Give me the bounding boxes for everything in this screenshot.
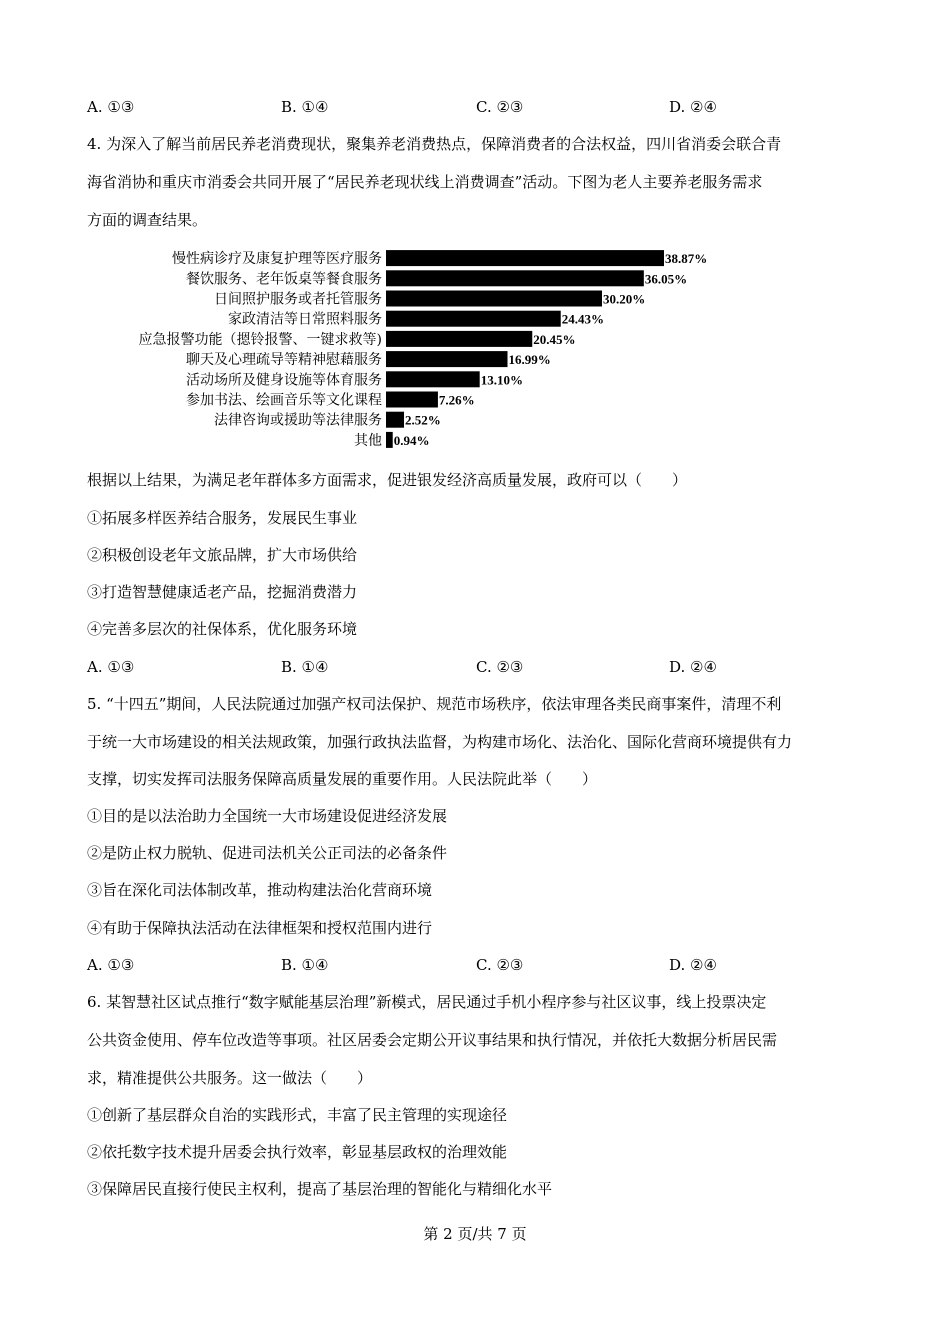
q4-option-c: C. ②③ — [476, 658, 524, 676]
bar — [386, 432, 393, 448]
bar — [386, 250, 664, 266]
bar — [386, 291, 602, 307]
service-demand-bar-chart — [100, 246, 740, 451]
bar — [386, 311, 561, 327]
q3-options — [87, 97, 867, 117]
bar-value-label: 36.05% — [644, 271, 688, 287]
q5-option-a: A. ①③ — [87, 956, 135, 974]
category-label: 应急报警功能（摁铃报警、一键求救等) — [138, 331, 382, 348]
category-label: 法律咨询或援助等法律服务 — [214, 412, 382, 429]
bar-value-label: 24.43% — [561, 311, 604, 327]
q5-option-d: D. ②④ — [669, 956, 717, 974]
q5-options — [87, 955, 867, 975]
q3-option-c: C. ②③ — [476, 98, 524, 116]
page-footer: 第 2 页/共 7 页 — [423, 1225, 527, 1243]
q4-stem-line-2: 海省消协和重庆市消委会共同开展了“居民养老现状线上消费调查”活动。下图为老人主要养老服务需求 — [87, 173, 763, 191]
category-label: 参加书法、绘画音乐等文化课程 — [186, 392, 382, 409]
category-label: 活动场所及健身设施等体育服务 — [186, 372, 382, 389]
q4-option-b: B. ①④ — [281, 658, 329, 676]
bar-value-label: 30.20% — [602, 291, 646, 307]
bar — [386, 351, 508, 367]
q5-statement-4: ④有助于保障执法活动在法律框架和授权范围内进行 — [87, 919, 433, 937]
q5-statement-3: ③旨在深化司法体制改革，推动构建法治化营商环境 — [87, 881, 433, 899]
q6-stem-line-2: 公共资金使用、停车位改造等事项。社区居委会定期公开议事结果和执行情况，并依托大数据分析居民需 — [87, 1031, 778, 1049]
q5-option-b: B. ①④ — [281, 956, 329, 974]
q4-option-a: A. ①③ — [87, 658, 135, 676]
q4-stem-line-3: 方面的调查结果。 — [87, 211, 208, 229]
bar — [386, 412, 404, 428]
q6-stem-line-3: 求，精准提供公共服务。这一做法（ ） — [87, 1069, 373, 1087]
q4-option-d: D. ②④ — [669, 658, 717, 676]
q6-statement-3: ③保障居民直接行使民主权利，提高了基层治理的智能化与精细化水平 — [87, 1180, 553, 1198]
bar-value-label: 0.94% — [393, 432, 430, 448]
q5-statement-1: ①目的是以法治助力全国统一大市场建设促进经济发展 — [87, 807, 448, 825]
q3-option-b: B. ①④ — [281, 98, 329, 116]
bar-value-label: 2.52% — [405, 412, 441, 428]
category-label: 其他 — [354, 432, 382, 449]
q4-statement-3: ③打造智慧健康适老产品，挖掘消费潜力 — [87, 583, 358, 601]
q4-options — [87, 657, 867, 677]
q4-statement-2: ②积极创设老年文旅品牌，扩大市场供给 — [87, 546, 358, 564]
q3-option-a: A. ①③ — [87, 98, 135, 116]
q4-statement-4: ④完善多层次的社保体系，优化服务环境 — [87, 620, 358, 638]
category-label: 聊天及心理疏导等精神慰藉服务 — [186, 352, 382, 369]
category-label: 日间照护服务或者托管服务 — [214, 291, 382, 308]
bar — [386, 392, 438, 408]
bar-value-label: 38.87% — [665, 251, 708, 267]
bar-value-label: 13.10% — [480, 372, 523, 388]
q4-statement-1: ①拓展多样医养结合服务，发展民生事业 — [87, 509, 358, 527]
q3-option-d: D. ②④ — [669, 98, 717, 116]
q6-statement-2: ②依托数字技术提升居委会执行效率，彰显基层政权的治理效能 — [87, 1143, 508, 1161]
bar — [386, 371, 480, 387]
q6-statement-1: ①创新了基层群众自治的实践形式，丰富了民主管理的实现途径 — [87, 1106, 508, 1124]
q5-option-c: C. ②③ — [476, 956, 524, 974]
q4-prompt: 根据以上结果，为满足老年群体多方面需求，促进银发经济高质量发展，政府可以（ ） — [87, 471, 688, 489]
q5-statement-2: ②是防止权力脱轨、促进司法机关公正司法的必备条件 — [87, 844, 448, 862]
bar — [386, 331, 532, 347]
bar-value-label: 20.45% — [533, 331, 576, 347]
category-label: 慢性病诊疗及康复护理等医疗服务 — [172, 251, 382, 268]
bar-value-label: 7.26% — [438, 392, 475, 408]
category-label: 家政清洁等日常照料服务 — [228, 311, 382, 328]
q4-stem-line-1: 4. 为深入了解当前居民养老消费现状，聚集养老消费热点，保障消费者的合法权益，四川省消委会联合青 — [87, 135, 782, 153]
bar-value-label: 16.99% — [508, 352, 551, 368]
category-label: 餐饮服务、老年饭桌等餐食服务 — [186, 271, 382, 288]
q6-stem-line-1: 6. 某智慧社区试点推行“数字赋能基层治理”新模式，居民通过手机小程序参与社区议事，线上投票决定 — [87, 993, 767, 1011]
bar — [386, 270, 644, 286]
q5-stem-line-3: 支撑，切实发挥司法服务保障高质量发展的重要作用。人民法院此举（ ） — [87, 770, 598, 788]
q5-stem-line-1: 5. “十四五”期间，人民法院通过加强产权司法保护、规范市场秩序，依法审理各类民商事案件，清理不利 — [87, 695, 782, 713]
q5-stem-line-2: 于统一大市场建设的相关法规政策，加强行政执法监督，为构建市场化、法治化、国际化营商环境提供有力 — [87, 733, 793, 751]
